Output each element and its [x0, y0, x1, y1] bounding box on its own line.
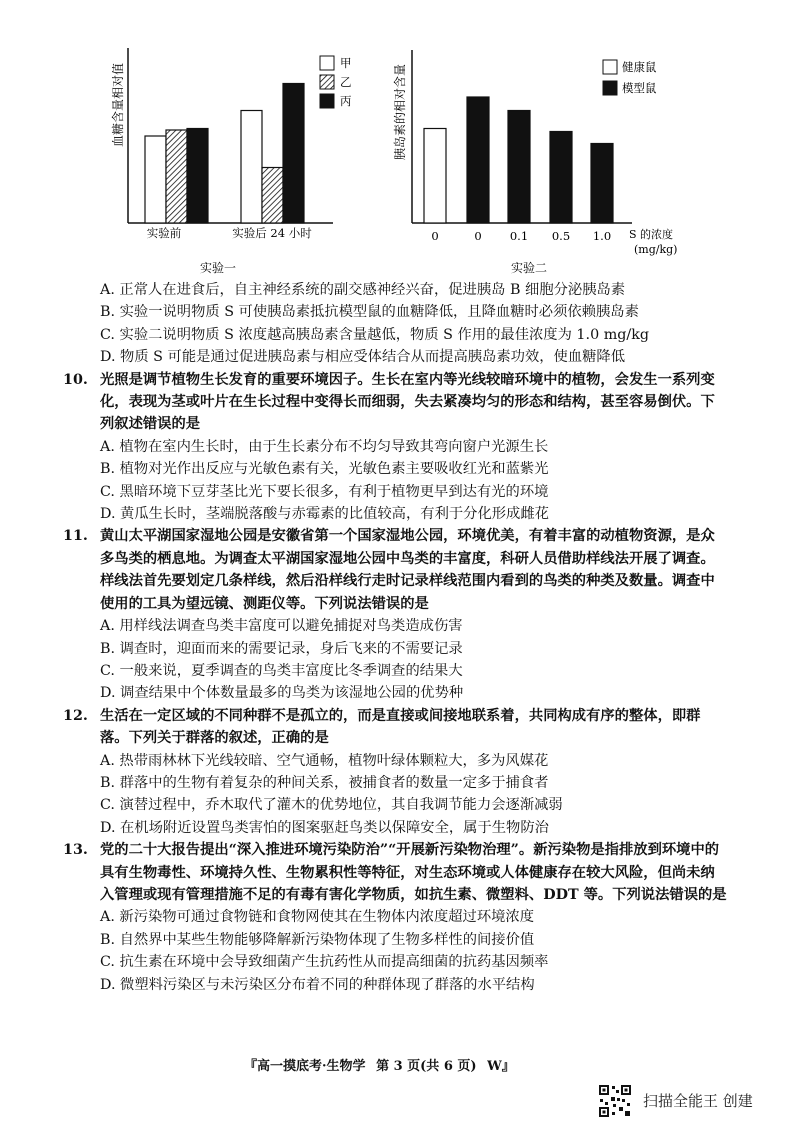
chart2-category-label: 0	[431, 229, 439, 243]
question-13	[63, 839, 728, 996]
question-number: 11.	[63, 528, 88, 545]
bar-模型鼠-3	[550, 132, 572, 224]
option-b: B. 群落中的生物有着复杂的种间关系，被捕食者的数量一定多于捕食者	[100, 774, 549, 791]
option-a: A. 用样线法调查鸟类丰富度可以避免捕捉对鸟类造成伤害	[100, 618, 463, 635]
bar-甲-1	[241, 111, 262, 224]
footer-edition: W』	[487, 1059, 515, 1074]
legend-swatch-jia	[320, 56, 334, 70]
legend-label-model: 模型鼠	[622, 81, 657, 95]
question-number: 12.	[63, 707, 88, 724]
chart1-title: 实验一	[199, 261, 237, 275]
legend-swatch-model	[603, 81, 617, 95]
q9-option-d: D. 物质 S 可能是通过促进胰岛素与相应受体结合从而提高胰岛素功效，使血糖降低	[100, 349, 626, 366]
legend-swatch-yi	[320, 75, 334, 89]
option-b: B. 调查时，迎面而来的需要记录，身后飞来的不需要记录	[100, 640, 463, 657]
legend-label-jia: 甲	[340, 56, 352, 70]
bar-模型鼠-1	[467, 97, 489, 223]
option-b: B. 自然界中某些生物能够降解新污染物体现了生物多样性的间接价值	[100, 931, 535, 948]
chart2-title: 实验二	[510, 261, 548, 275]
option-d: D. 在机场附近设置鸟类害怕的图案驱赶鸟类以保障安全，属于生物防治	[100, 819, 549, 836]
option-c: C. 演替过程中，乔木取代了灌木的优势地位，其自我调节能力会逐渐减弱	[100, 797, 563, 814]
question-content	[63, 279, 728, 996]
footer-page-number: 第 3 页(共 6 页)	[376, 1059, 477, 1074]
bar-丙-0	[187, 129, 208, 224]
chart-experiment-2	[392, 50, 677, 275]
chart1-category-label: 实验后 24 小时	[232, 226, 312, 240]
question-stem: 10. 光照是调节植物生长发育的重要环境因子。生长在室内等光线较暗环境中的植物，会发生一系列变化，表现为茎或叶片在生长过程中变得长而细弱，失去紧凑均匀的形态和结构，甚至容易倒伏。下列叙述错误的是	[78, 369, 728, 436]
option-d: D. 调查结果中个体数量最多的鸟类为该湿地公园的优势种	[100, 685, 464, 702]
chart2-legend	[603, 60, 657, 95]
charts-area	[0, 0, 800, 285]
question-number: 13.	[63, 842, 88, 859]
question-stem: 13. 党的二十大报告提出“深入推进环境污染防治”“开展新污染物治理”。新污染物是指排放到环境中的具有生物毒性、环境持久性、生物累积性等特征，对生态环境或人体健康存在较大风险，但尚未纳入管理或现有管理措施不足的有毒有害化学物质，如抗生素、微塑料、DDT 等。下列说法错误的是	[78, 839, 728, 906]
chart1-category-label: 实验前	[146, 226, 182, 240]
chart2-xlabel-unit: (mg/kg)	[634, 243, 678, 256]
bar-甲-0	[145, 136, 166, 223]
chart1-legend	[320, 56, 352, 108]
q9-option-a: A. 正常人在进食后，自主神经系统的副交感神经兴奋，促进胰岛 B 细胞分泌胰岛素	[100, 282, 626, 298]
legend-label-yi: 乙	[340, 75, 352, 89]
bar-丙-1	[283, 84, 304, 224]
option-d: D. 黄瓜生长时，茎端脱落酸与赤霉素的比值较高，有利于分化形成雌花	[100, 506, 549, 523]
bar-模型鼠-4	[591, 144, 613, 224]
chart2-xlabel: S 的浓度	[629, 228, 674, 241]
q9-option-b: B. 实验一说明物质 S 可使胰岛素抵抗模型鼠的血糖降低，且降血糖时必须依赖胰岛素	[100, 304, 639, 321]
option-c: C. 一般来说，夏季调查的鸟类丰富度比冬季调查的结果大	[100, 662, 463, 679]
footer-exam-title: 『高一摸底考·生物学	[244, 1059, 366, 1074]
question-stem: 12. 生活在一定区域的不同种群不是孤立的，而是直接或间接地联系着，共同构成有序的整体，即群落。下列关于群落的叙述，正确的是	[78, 705, 728, 750]
question-number: 10.	[63, 371, 88, 388]
chart2-category-label: 0.5	[551, 229, 571, 243]
question-stem: 11. 黄山太平湖国家湿地公园是安徽省第一个国家湿地公园，环境优美，有着丰富的动植物资源，是众多鸟类的栖息地。为调查太平湖国家湿地公园中鸟类的丰富度，科研人员借助样线法开展了调查。样线法首先要划定几条样线，然后沿样线行走时记录样线范围内看到的鸟类的种类及数量。调查中使用的工具为望远镜、测距仪等。下列说法错误的是	[78, 525, 728, 615]
q9-option-c: C. 实验二说明物质 S 浓度越高胰岛素含量越低，物质 S 作用的最佳浓度为 1.0 mg/kg	[100, 326, 650, 343]
chart2-category-label: 0.1	[509, 229, 529, 243]
bar-模型鼠-2	[508, 111, 530, 224]
page-footer	[244, 1055, 521, 1074]
chart2-category-label: 1.0	[592, 229, 612, 243]
question-12	[63, 705, 728, 839]
option-d: D. 微塑料污染区与未污染区分布着不同的种群体现了群落的水平结构	[100, 976, 535, 993]
legend-label-bing: 丙	[340, 94, 352, 108]
option-c: C. 黑暗环境下豆芽茎比光下要长很多，有利于植物更早到达有光的环境	[100, 483, 549, 500]
option-b: B. 植物对光作出反应与光敏色素有关，光敏色素主要吸收红光和蓝紫光	[100, 461, 549, 478]
legend-label-healthy: 健康鼠	[622, 60, 657, 74]
chart2-ylabel: 胰岛素的相对含量	[393, 63, 407, 161]
q9-options	[78, 279, 728, 369]
option-a: A. 新污染物可通过食物链和食物网使其在生物体内浓度超过环境浓度	[100, 909, 535, 926]
option-c: C. 抗生素在环境中会导致细菌产生抗药性从而提高细菌的抗药基因频率	[100, 954, 549, 971]
option-a: A. 热带雨林林下光线较暗、空气通畅，植物叶绿体颗粒大，多为风媒花	[100, 752, 549, 769]
chart1-ylabel: 血糖含量相对值	[111, 62, 125, 148]
scanner-watermark: 扫描全能王 创建	[643, 1092, 753, 1110]
bar-乙-1	[262, 168, 283, 224]
bar-健康鼠-0	[424, 129, 446, 224]
chart-experiment-1	[110, 48, 352, 275]
qr-code-icon	[598, 1084, 632, 1118]
legend-swatch-healthy	[603, 60, 617, 74]
question-10	[63, 369, 728, 526]
option-a: A. 植物在室内生长时，由于生长素分布不均匀导致其弯向窗户光源生长	[100, 438, 549, 455]
legend-swatch-bing	[320, 94, 334, 108]
bar-乙-0	[166, 130, 187, 223]
chart2-category-label: 0	[474, 229, 482, 243]
question-11	[63, 525, 728, 704]
